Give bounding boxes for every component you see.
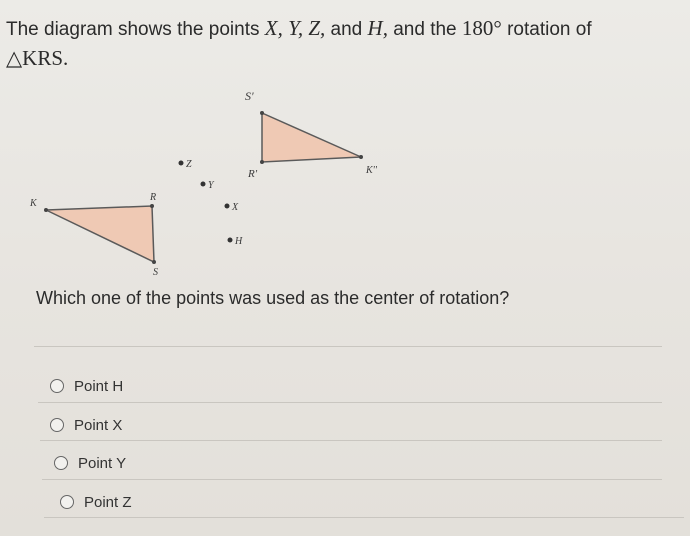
label-r: R — [150, 192, 157, 203]
question-h: H, — [367, 16, 388, 40]
label-x: X — [232, 202, 239, 213]
option-label: Point Y — [78, 454, 127, 472]
radio-button[interactable] — [54, 456, 68, 470]
label-k: K — [30, 198, 37, 209]
label-h: H — [235, 236, 243, 247]
point-x — [225, 204, 230, 209]
label-z: Z — [186, 159, 192, 170]
triangle-original — [46, 206, 154, 262]
option-point-h[interactable] — [50, 372, 123, 400]
option-label: Point Z — [84, 493, 132, 511]
point-h — [228, 238, 233, 243]
label-s-prime: S' — [245, 89, 254, 103]
vertex-r-prime — [260, 160, 264, 164]
option-point-z[interactable] — [60, 488, 132, 516]
divider — [40, 440, 662, 441]
label-k-prime: K'' — [366, 165, 377, 176]
label-s: S — [153, 267, 158, 278]
divider — [34, 346, 662, 347]
option-label: Point X — [74, 416, 123, 434]
question-rotation-text: and the — [393, 19, 457, 40]
question-triangle: △KRS. — [6, 46, 69, 70]
triangle-image — [262, 113, 361, 162]
vertex-k — [44, 208, 48, 212]
vertex-s — [152, 260, 156, 264]
question-angle: 180° — [461, 16, 502, 40]
radio-button[interactable] — [50, 379, 64, 393]
divider — [42, 479, 662, 480]
radio-button[interactable] — [60, 495, 74, 509]
question-intro: The diagram shows the points — [6, 19, 260, 40]
vertex-r — [150, 204, 154, 208]
vertex-k-prime — [359, 155, 363, 159]
question-prompt: Which one of the points was used as the center of rotation? — [36, 288, 510, 308]
label-y: Y — [208, 180, 214, 191]
option-point-x[interactable] — [50, 411, 122, 439]
point-z — [179, 161, 184, 166]
point-y — [201, 182, 206, 187]
option-point-y[interactable] — [54, 449, 126, 477]
divider — [44, 517, 684, 518]
label-r-prime: R' — [248, 168, 258, 180]
question-points: X, Y, Z, — [264, 16, 326, 40]
option-label: Point H — [74, 377, 124, 395]
vertex-s-prime — [260, 111, 264, 115]
question-and: and — [330, 19, 363, 40]
radio-button[interactable] — [50, 418, 64, 432]
question-rotation-of: rotation of — [507, 19, 592, 40]
divider — [38, 402, 662, 403]
